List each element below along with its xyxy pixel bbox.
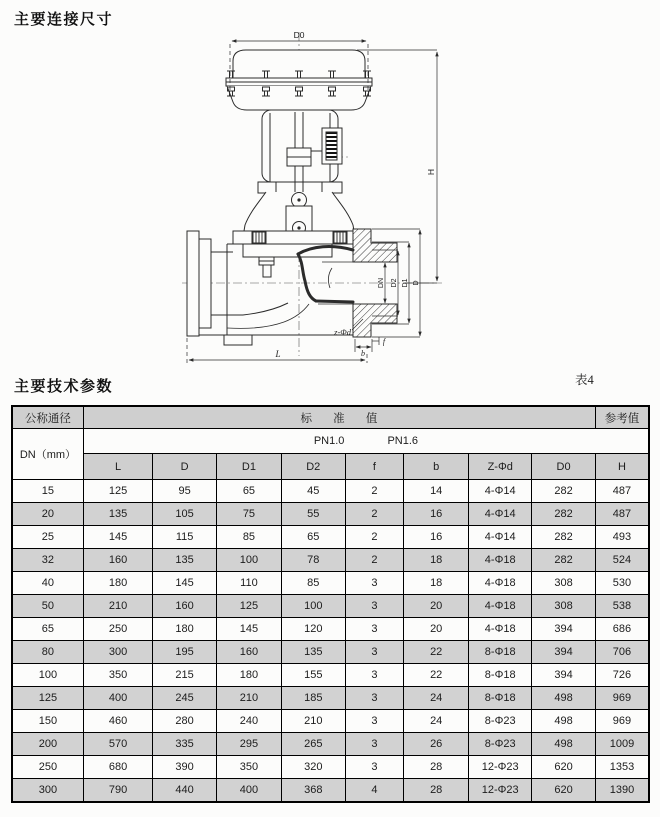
section-title-technical-parameters: 主要技术参数 — [14, 378, 114, 395]
param-value-cell: 282 — [532, 503, 596, 526]
param-value-cell: 100 — [216, 549, 281, 572]
param-value-cell: 3 — [345, 618, 404, 641]
param-value-cell: 335 — [153, 733, 217, 756]
param-value-cell: 24 — [404, 710, 469, 733]
param-value-cell: 16 — [404, 503, 469, 526]
parameters-table — [11, 405, 650, 803]
actuator-dome — [226, 50, 372, 110]
param-value-cell: 145 — [83, 526, 152, 549]
dim-label-d1: D1 — [402, 278, 409, 288]
param-value-cell: 1353 — [595, 756, 649, 779]
header-pn-cell — [83, 429, 649, 454]
param-value-cell: 350 — [216, 756, 281, 779]
dim-label-dn: DN — [378, 277, 385, 289]
param-value-cell: 24 — [404, 687, 469, 710]
table-row-dn-15 — [12, 480, 649, 503]
header-row-columns — [12, 454, 649, 480]
param-value-cell: 18 — [404, 572, 469, 595]
param-value-cell: 280 — [153, 710, 217, 733]
param-value-cell: 180 — [153, 618, 217, 641]
table-row-dn-65 — [12, 618, 649, 641]
param-value-cell: 4-Φ14 — [469, 526, 532, 549]
param-value-cell: 145 — [216, 618, 281, 641]
param-value-cell: 135 — [281, 641, 345, 664]
param-value-cell: 215 — [153, 664, 217, 687]
table-row-dn-125 — [12, 687, 649, 710]
param-value-cell: 3 — [345, 710, 404, 733]
param-value-cell: 400 — [216, 779, 281, 803]
param-value-cell: 570 — [83, 733, 152, 756]
table-number-tag: 表4 — [575, 373, 594, 387]
param-value-cell: 75 — [216, 503, 281, 526]
param-value-cell: 12-Φ23 — [469, 779, 532, 803]
param-value-cell: 14 — [404, 480, 469, 503]
param-value-cell: 394 — [532, 664, 596, 687]
param-value-cell: 160 — [83, 549, 152, 572]
param-value-cell: 790 — [83, 779, 152, 803]
param-value-cell: 12-Φ23 — [469, 756, 532, 779]
param-value-cell: 125 — [83, 480, 152, 503]
valve-technical-drawing — [0, 0, 660, 372]
pn-rating-1: PN1.0 — [313, 435, 345, 447]
param-value-cell: 3 — [345, 572, 404, 595]
param-value-cell: 20 — [404, 618, 469, 641]
param-value-cell: 390 — [153, 756, 217, 779]
param-value-cell: 18 — [404, 549, 469, 572]
param-value-cell: 160 — [153, 595, 217, 618]
param-value-cell: 45 — [281, 480, 345, 503]
travel-indicator — [322, 128, 342, 164]
param-value-cell: 368 — [281, 779, 345, 803]
param-value-cell: 524 — [595, 549, 649, 572]
param-value-cell: 160 — [216, 641, 281, 664]
table-row-dn-50 — [12, 595, 649, 618]
dn-value-cell: 32 — [12, 549, 83, 572]
column-header-f: f — [345, 454, 404, 480]
table-row-dn-20 — [12, 503, 649, 526]
param-value-cell: 3 — [345, 733, 404, 756]
dn-value-cell: 200 — [12, 733, 83, 756]
param-value-cell: 210 — [83, 595, 152, 618]
param-value-cell: 300 — [83, 641, 152, 664]
dn-value-cell: 50 — [12, 595, 83, 618]
param-value-cell: 240 — [216, 710, 281, 733]
table-row-dn-200 — [12, 733, 649, 756]
dim-label-b: b — [361, 349, 365, 358]
param-value-cell: 2 — [345, 480, 404, 503]
column-header-zd: Z-Φd — [469, 454, 532, 480]
param-value-cell: 493 — [595, 526, 649, 549]
table-row-dn-250 — [12, 756, 649, 779]
column-header-h: H — [595, 454, 649, 480]
dim-label-l: L — [275, 349, 281, 359]
header-standard-value: 标 准 值 — [83, 406, 595, 429]
column-header-d2: D2 — [281, 454, 345, 480]
param-value-cell: 3 — [345, 756, 404, 779]
param-value-cell: 4-Φ14 — [469, 503, 532, 526]
table-row-dn-40 — [12, 572, 649, 595]
param-value-cell: 115 — [153, 526, 217, 549]
param-value-cell: 55 — [281, 503, 345, 526]
param-value-cell: 706 — [595, 641, 649, 664]
param-value-cell: 969 — [595, 710, 649, 733]
dn-value-cell: 20 — [12, 503, 83, 526]
param-value-cell: 3 — [345, 664, 404, 687]
param-value-cell: 320 — [281, 756, 345, 779]
dim-label-f: f — [382, 337, 386, 346]
param-value-cell: 195 — [153, 641, 217, 664]
param-value-cell: 8-Φ18 — [469, 664, 532, 687]
param-value-cell: 969 — [595, 687, 649, 710]
param-value-cell: 185 — [281, 687, 345, 710]
param-value-cell: 85 — [216, 526, 281, 549]
param-value-cell: 20 — [404, 595, 469, 618]
dn-value-cell: 300 — [12, 779, 83, 803]
param-value-cell: 85 — [281, 572, 345, 595]
dn-value-cell: 100 — [12, 664, 83, 687]
param-value-cell: 245 — [153, 687, 217, 710]
param-value-cell: 1390 — [595, 779, 649, 803]
param-value-cell: 498 — [532, 733, 596, 756]
section-title-connection-dimensions: 主要连接尺寸 — [14, 11, 114, 28]
column-header-d: D — [153, 454, 217, 480]
param-value-cell: 487 — [595, 480, 649, 503]
param-value-cell: 2 — [345, 549, 404, 572]
dn-value-cell: 80 — [12, 641, 83, 664]
table-row-dn-100 — [12, 664, 649, 687]
param-value-cell: 4-Φ18 — [469, 549, 532, 572]
param-value-cell: 4-Φ18 — [469, 618, 532, 641]
column-header-l: L — [83, 454, 152, 480]
param-value-cell: 155 — [281, 664, 345, 687]
dim-label-z-phi-d: z-Φd — [334, 327, 351, 337]
dim-label-d: D — [413, 280, 420, 286]
column-header-d0: D0 — [532, 454, 596, 480]
param-value-cell: 394 — [532, 641, 596, 664]
param-value-cell: 680 — [83, 756, 152, 779]
param-value-cell: 95 — [153, 480, 217, 503]
param-value-cell: 282 — [532, 480, 596, 503]
param-value-cell: 620 — [532, 756, 596, 779]
param-value-cell: 180 — [83, 572, 152, 595]
pn-rating-2: PN1.6 — [387, 435, 419, 447]
param-value-cell: 686 — [595, 618, 649, 641]
param-value-cell: 282 — [532, 549, 596, 572]
param-value-cell: 8-Φ18 — [469, 641, 532, 664]
bonnet — [233, 192, 362, 277]
param-value-cell: 295 — [216, 733, 281, 756]
param-value-cell: 180 — [216, 664, 281, 687]
param-value-cell: 308 — [532, 595, 596, 618]
param-value-cell: 145 — [153, 572, 217, 595]
table-row-dn-150 — [12, 710, 649, 733]
param-value-cell: 26 — [404, 733, 469, 756]
param-value-cell: 65 — [281, 526, 345, 549]
param-value-cell: 400 — [83, 687, 152, 710]
param-value-cell: 210 — [216, 687, 281, 710]
dn-value-cell: 15 — [12, 480, 83, 503]
param-value-cell: 250 — [83, 618, 152, 641]
param-value-cell: 498 — [532, 687, 596, 710]
param-value-cell: 125 — [216, 595, 281, 618]
param-value-cell: 460 — [83, 710, 152, 733]
param-value-cell: 210 — [281, 710, 345, 733]
param-value-cell: 308 — [532, 572, 596, 595]
table-body — [12, 480, 649, 803]
column-header-b: b — [404, 454, 469, 480]
header-dn-unit: DN（mm） — [12, 429, 83, 480]
param-value-cell: 16 — [404, 526, 469, 549]
dn-value-cell: 25 — [12, 526, 83, 549]
dim-label-d0: D0 — [293, 30, 305, 40]
param-value-cell: 538 — [595, 595, 649, 618]
header-nominal-diameter: 公称通径 — [12, 406, 83, 429]
param-value-cell: 28 — [404, 756, 469, 779]
header-row-pn — [12, 429, 649, 454]
dn-value-cell: 150 — [12, 710, 83, 733]
dn-value-cell: 250 — [12, 756, 83, 779]
param-value-cell: 726 — [595, 664, 649, 687]
dn-value-cell: 65 — [12, 618, 83, 641]
param-value-cell: 282 — [532, 526, 596, 549]
table-row-dn-32 — [12, 549, 649, 572]
yoke — [258, 110, 342, 194]
param-value-cell: 105 — [153, 503, 217, 526]
dn-value-cell: 125 — [12, 687, 83, 710]
param-value-cell: 28 — [404, 779, 469, 803]
param-value-cell: 22 — [404, 664, 469, 687]
param-value-cell: 530 — [595, 572, 649, 595]
table-row-dn-80 — [12, 641, 649, 664]
param-value-cell: 135 — [153, 549, 217, 572]
param-value-cell: 110 — [216, 572, 281, 595]
param-value-cell: 4-Φ18 — [469, 572, 532, 595]
param-value-cell: 135 — [83, 503, 152, 526]
table-row-dn-25 — [12, 526, 649, 549]
param-value-cell: 620 — [532, 779, 596, 803]
dim-label-d2: D2 — [391, 278, 398, 288]
param-value-cell: 65 — [216, 480, 281, 503]
column-header-d1: D1 — [216, 454, 281, 480]
dim-label-h: H — [426, 168, 436, 176]
param-value-cell: 2 — [345, 526, 404, 549]
dn-value-cell: 40 — [12, 572, 83, 595]
param-value-cell: 120 — [281, 618, 345, 641]
param-value-cell: 498 — [532, 710, 596, 733]
param-value-cell: 8-Φ23 — [469, 710, 532, 733]
param-value-cell: 394 — [532, 618, 596, 641]
param-value-cell: 8-Φ18 — [469, 687, 532, 710]
header-row-groups — [12, 406, 649, 429]
param-value-cell: 3 — [345, 595, 404, 618]
param-value-cell: 3 — [345, 641, 404, 664]
param-value-cell: 22 — [404, 641, 469, 664]
param-value-cell: 350 — [83, 664, 152, 687]
param-value-cell: 4 — [345, 779, 404, 803]
drawing-lines — [182, 32, 442, 363]
param-value-cell: 265 — [281, 733, 345, 756]
param-value-cell: 440 — [153, 779, 217, 803]
param-value-cell: 2 — [345, 503, 404, 526]
param-value-cell: 8-Φ23 — [469, 733, 532, 756]
param-value-cell: 100 — [281, 595, 345, 618]
param-value-cell: 487 — [595, 503, 649, 526]
param-value-cell: 4-Φ14 — [469, 480, 532, 503]
param-value-cell: 3 — [345, 687, 404, 710]
param-value-cell: 78 — [281, 549, 345, 572]
param-value-cell: 1009 — [595, 733, 649, 756]
header-reference-value: 参考值 — [595, 406, 649, 429]
param-value-cell: 4-Φ18 — [469, 595, 532, 618]
table-row-dn-300 — [12, 779, 649, 803]
